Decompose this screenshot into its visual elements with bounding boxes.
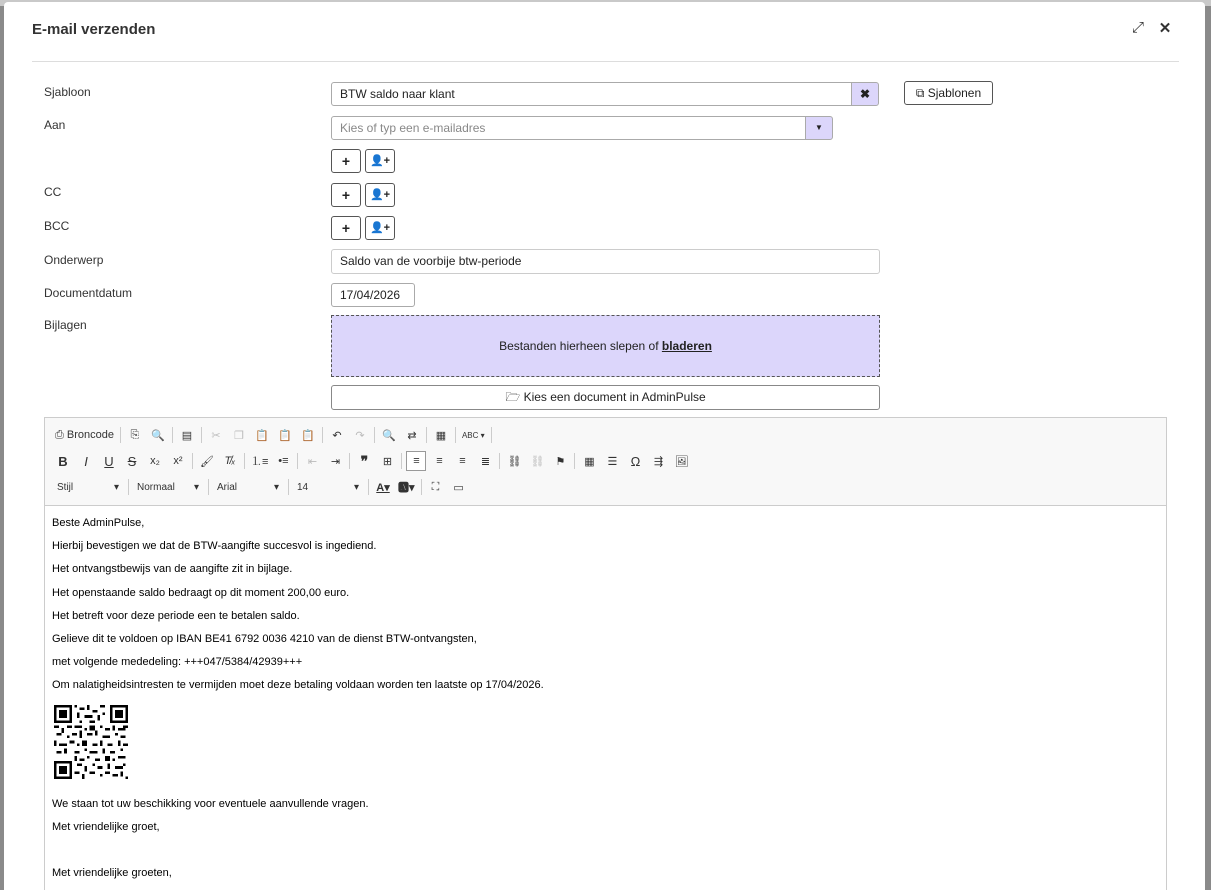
link-icon[interactable]: ⛓ bbox=[507, 455, 522, 468]
dialog-header bbox=[4, 2, 1205, 61]
body-line: Het ontvangstbewijs van de aangifte zit in bijlage. bbox=[52, 563, 293, 576]
rich-text-editor bbox=[44, 417, 1167, 890]
background-color-icon[interactable]: 🅰▾ bbox=[398, 482, 415, 494]
undo-icon[interactable]: ↶ bbox=[332, 429, 342, 442]
attachments-dropzone[interactable] bbox=[331, 315, 880, 377]
style-combo[interactable] bbox=[53, 478, 123, 496]
horizontal-line-icon[interactable]: ☰ bbox=[607, 455, 618, 468]
caret-down-icon: ▼ bbox=[815, 123, 823, 132]
copy-icon[interactable]: ❐ bbox=[234, 429, 244, 442]
folder-open-icon: 🗁 bbox=[505, 390, 521, 404]
special-char-icon[interactable]: Ω bbox=[630, 453, 641, 469]
toolbar-separator bbox=[499, 453, 500, 469]
payment-qr-code bbox=[54, 705, 128, 779]
body-line: Het openstaande saldo bedraagt op dit moment 200,00 euro. bbox=[52, 586, 350, 599]
toolbar-separator bbox=[401, 453, 402, 469]
select-all-icon[interactable]: ▦ bbox=[435, 429, 447, 442]
copy-format-icon[interactable]: 🖌 bbox=[200, 455, 214, 468]
toolbar-separator bbox=[421, 479, 422, 495]
templates-button-label: Sjablonen bbox=[927, 86, 982, 100]
clear-template-button[interactable]: ✖ bbox=[851, 82, 879, 106]
to-dropdown-button[interactable] bbox=[805, 116, 833, 140]
underline-icon[interactable]: U bbox=[104, 453, 114, 469]
plus-icon: + bbox=[341, 187, 351, 203]
send-email-dialog bbox=[4, 2, 1205, 890]
header-divider bbox=[32, 61, 1179, 62]
cc-label: CC bbox=[44, 185, 62, 199]
source-label: Broncode bbox=[66, 429, 114, 441]
caret-down-icon: ▾ bbox=[113, 481, 119, 493]
source-button[interactable] bbox=[53, 425, 116, 445]
subject-label: Onderwerp bbox=[44, 253, 104, 267]
toolbar-separator bbox=[368, 479, 369, 495]
toolbar-separator bbox=[491, 427, 492, 443]
editor-toolbar bbox=[45, 418, 1166, 506]
italic-icon[interactable]: I bbox=[84, 453, 88, 469]
body-line: Het betreft voor deze periode een te betalen saldo. bbox=[52, 609, 300, 622]
browse-link[interactable]: bladeren bbox=[661, 339, 712, 353]
save-icon[interactable]: ⎘ bbox=[130, 428, 140, 441]
image-icon[interactable]: 🖼 bbox=[674, 455, 689, 468]
indent-icon[interactable]: ⇥ bbox=[330, 455, 341, 468]
document-date-label: Documentdatum bbox=[44, 286, 133, 300]
blockquote-icon[interactable]: ❞ bbox=[360, 452, 369, 469]
paste-word-icon[interactable]: 📋 bbox=[301, 429, 315, 442]
paste-icon[interactable]: 📋 bbox=[255, 429, 269, 442]
dialog-title: E-mail verzenden bbox=[32, 21, 156, 38]
toolbar-separator bbox=[208, 479, 209, 495]
style-combo-value: Stijl bbox=[57, 481, 74, 493]
font-combo-value: Arial bbox=[217, 481, 238, 493]
bcc-add-contact-button[interactable] bbox=[365, 216, 395, 240]
close-icon[interactable]: ✕ bbox=[1158, 20, 1172, 37]
strikethrough-icon[interactable]: S bbox=[127, 453, 137, 469]
bcc-label: BCC bbox=[44, 219, 70, 233]
maximize-icon[interactable]: ⛶ bbox=[431, 480, 440, 493]
table-icon[interactable]: ▦ bbox=[584, 455, 595, 468]
align-center-icon[interactable]: ≡ bbox=[436, 455, 443, 467]
toolbar-separator bbox=[349, 453, 350, 469]
find-icon[interactable]: 🔍 bbox=[382, 429, 396, 442]
body-line: met volgende mededeling: +++047/5384/42939+++ bbox=[52, 656, 303, 669]
preview-icon[interactable]: 🔍 bbox=[151, 429, 165, 442]
replace-icon[interactable]: ⇄ bbox=[407, 429, 417, 442]
spellcheck-button[interactable]: ABC ▾ bbox=[461, 430, 485, 440]
editor-content[interactable] bbox=[52, 516, 544, 889]
templates-button[interactable] bbox=[904, 81, 993, 105]
anchor-flag-icon[interactable]: ⚑ bbox=[555, 455, 566, 468]
template-label: Sjabloon bbox=[44, 85, 91, 99]
toolbar-separator bbox=[201, 427, 202, 443]
caret-down-icon: ▾ bbox=[273, 481, 279, 493]
toolbar-separator bbox=[172, 427, 173, 443]
to-add-button[interactable] bbox=[331, 149, 361, 173]
subscript-icon[interactable]: x₂ bbox=[150, 455, 160, 467]
source-icon: ⎙ bbox=[55, 428, 67, 441]
toolbar-separator bbox=[128, 479, 129, 495]
external-link-icon: ⧉ bbox=[915, 86, 925, 100]
div-container-icon[interactable]: ⊞ bbox=[382, 455, 393, 468]
body-spacer bbox=[52, 843, 544, 866]
toolbar-separator bbox=[288, 479, 289, 495]
user-plus-icon: 👤+ bbox=[369, 155, 391, 167]
spellcheck-icon: ABC bbox=[461, 430, 479, 440]
numbered-list-icon[interactable]: ⒈≡ bbox=[251, 456, 269, 468]
page-break-icon[interactable]: ⇶ bbox=[653, 455, 664, 468]
body-line: Gelieve dit te voldoen op IBAN BE41 6792 0036 4210 van de dienst BTW-ontvangsten, bbox=[52, 632, 477, 645]
body-line: Hierbij bevestigen we dat de BTW-aangifte succesvol is ingediend. bbox=[52, 540, 377, 553]
superscript-icon[interactable]: x² bbox=[173, 455, 183, 467]
font-combo[interactable] bbox=[213, 478, 283, 496]
to-email-input[interactable]: Kies of typ een e-mailadres bbox=[331, 116, 806, 140]
format-combo-value: Normaal bbox=[137, 481, 175, 493]
align-left-icon[interactable]: ≡ bbox=[406, 451, 426, 471]
paste-text-icon[interactable]: 📋 bbox=[278, 429, 292, 442]
plus-icon: + bbox=[341, 153, 351, 169]
size-combo-value: 14 bbox=[297, 481, 309, 493]
show-blocks-icon[interactable]: ▭ bbox=[453, 481, 464, 494]
text-color-icon[interactable]: A▾ bbox=[376, 481, 390, 494]
user-plus-icon: 👤+ bbox=[369, 222, 391, 234]
align-right-icon[interactable]: ≡ bbox=[459, 455, 466, 467]
redo-icon[interactable]: ↷ bbox=[355, 429, 365, 442]
choose-document-button[interactable] bbox=[331, 385, 880, 410]
caret-down-icon: ▾ bbox=[193, 481, 199, 493]
align-justify-icon[interactable]: ≣ bbox=[480, 455, 491, 468]
unlink-icon[interactable]: ⛓ bbox=[530, 455, 545, 468]
body-line: Met vriendelijke groet, bbox=[52, 820, 160, 833]
toolbar-separator bbox=[120, 427, 121, 443]
body-line: We staan tot uw beschikking voor eventuele aanvullende vragen. bbox=[52, 797, 369, 810]
format-combo[interactable] bbox=[133, 478, 203, 496]
toolbar-separator bbox=[192, 453, 193, 469]
dropzone-text: Bestanden hierheen slepen of bbox=[499, 339, 659, 353]
toolbar-separator bbox=[426, 427, 427, 443]
body-line: Om nalatigheidsintresten te vermijden moet deze betaling voldaan worden ten laatste op 17/04/2026. bbox=[52, 679, 544, 692]
template-select[interactable]: BTW saldo naar klant bbox=[331, 82, 852, 106]
to-add-contact-button[interactable] bbox=[365, 149, 395, 173]
outdent-icon[interactable]: ⇤ bbox=[307, 455, 318, 468]
size-combo[interactable] bbox=[293, 478, 363, 496]
subject-input[interactable]: Saldo van de voorbije btw-periode bbox=[331, 249, 880, 274]
cut-icon[interactable]: ✂ bbox=[211, 429, 221, 442]
attachments-label: Bijlagen bbox=[44, 318, 87, 332]
remove-format-icon[interactable]: T̸ₓ bbox=[224, 455, 236, 467]
plus-icon: + bbox=[341, 220, 351, 236]
toolbar-separator bbox=[244, 453, 245, 469]
cc-add-button[interactable] bbox=[331, 183, 361, 207]
toolbar-separator bbox=[455, 427, 456, 443]
to-label: Aan bbox=[44, 118, 66, 132]
toolbar-separator bbox=[322, 427, 323, 443]
body-greeting: Beste AdminPulse, bbox=[52, 517, 145, 529]
bcc-add-button[interactable] bbox=[331, 216, 361, 240]
caret-down-icon: ▾ bbox=[353, 481, 359, 493]
user-plus-icon: 👤+ bbox=[369, 189, 391, 201]
document-date-input[interactable]: 17/04/2026 bbox=[331, 283, 415, 307]
choose-document-label: Kies een document in AdminPulse bbox=[523, 390, 706, 404]
body-closing: Met vriendelijke groeten, bbox=[52, 867, 172, 880]
cc-add-contact-button[interactable] bbox=[365, 183, 395, 207]
toolbar-separator bbox=[574, 453, 575, 469]
toolbar-separator bbox=[297, 453, 298, 469]
template-icon[interactable]: ▤ bbox=[181, 429, 193, 442]
expand-icon[interactable]: ⤢ bbox=[1131, 19, 1144, 36]
bulleted-list-icon[interactable]: •≡ bbox=[278, 455, 289, 467]
bold-icon[interactable]: B bbox=[58, 453, 68, 469]
toolbar-separator bbox=[374, 427, 375, 443]
